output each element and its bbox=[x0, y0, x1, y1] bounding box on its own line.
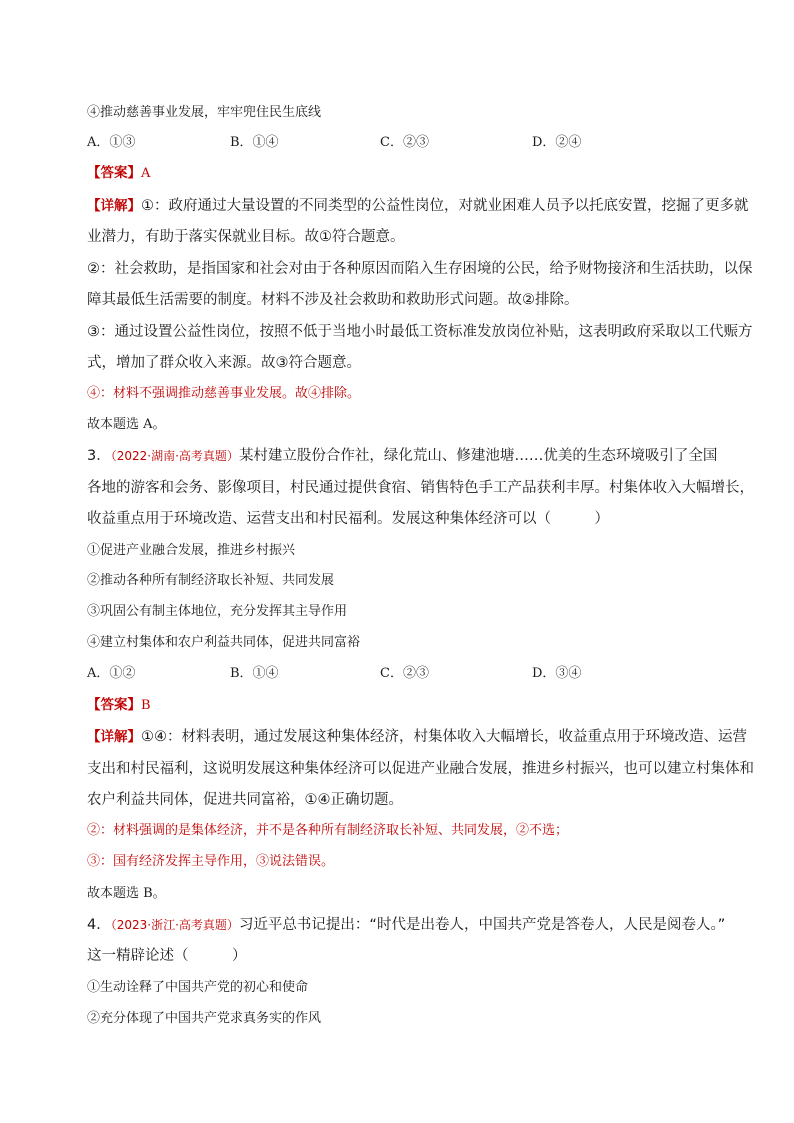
q3-option-4: ④建立村集体和农户利益共同体，促进共同富裕 bbox=[87, 635, 361, 650]
q2-choice-c: C．②③ bbox=[380, 135, 429, 150]
q2-explain-line-6: 式，增加了群众收入来源。故③符合题意。 bbox=[87, 355, 361, 371]
q3-source-close: ） bbox=[226, 449, 239, 463]
q2-choice-b: B．①④ bbox=[230, 135, 279, 150]
q4-source-year: （2023 bbox=[110, 918, 148, 932]
q3-stem-text: 某村建立股份合作社，绿化荒山、修建池塘……优美的生态环境吸引了全国 bbox=[238, 448, 718, 464]
q2-explain-line-5: ③：通过设置公益性岗位，按照不低于当地小时最低工资标准发放岗位补贴，这表明政府采取以工代赈方 bbox=[87, 324, 753, 340]
q3-source: ·湖南·高考真题 bbox=[147, 449, 227, 463]
q4-option-1: ①生动诠释了中国共产党的初心和使命 bbox=[87, 980, 309, 995]
q2-explain-line-4: 障其最低生活需要的制度。材料不涉及社会救助和救助形式问题。故②排除。 bbox=[87, 292, 579, 308]
q3-option-1: ①促进产业融合发展，推进乡村振兴 bbox=[87, 543, 296, 558]
q3-option-3: ③巩固公有制主体地位，充分发挥其主导作用 bbox=[87, 604, 348, 619]
q2-answer bbox=[87, 164, 150, 183]
q4-number: 4． bbox=[87, 917, 111, 933]
q3-number: 3． bbox=[87, 448, 111, 464]
q3-choice-d: D．③④ bbox=[532, 666, 582, 681]
q3-stem-line-2: 各地的游客和会务、影像项目，村民通过提供食宿、销售特色手工产品获利丰厚。村集体收入大幅增长， bbox=[87, 480, 754, 496]
answer-tag: 【答案】 bbox=[87, 697, 141, 713]
q2-choice-d: D．②④ bbox=[532, 135, 582, 150]
answer-value: A bbox=[141, 166, 151, 181]
q2-choice-a: A．①③ bbox=[87, 135, 136, 150]
q3-option-2: ②推动各种所有制经济取长补短、共同发展 bbox=[87, 573, 335, 588]
q3-explain-line-3: 农户利益共同体，促进共同富裕，①④正确切题。 bbox=[87, 792, 403, 808]
q2-explain-line-7: ④：材料不强调推动慈善事业发展。故④排除。 bbox=[87, 386, 361, 401]
explain-tag: 【详解】 bbox=[87, 729, 141, 745]
q3-explain-line-5: ③：国有经济发挥主导作用，③说法错误。 bbox=[87, 854, 335, 869]
q3-conclusion: 故本题选 B。 bbox=[87, 886, 166, 901]
q2-explain-line-2: 业潜力，有助于落实保就业目标。故①符合题意。 bbox=[87, 229, 405, 245]
q4-stem-line-2: 这一精辟论述（ ） bbox=[87, 948, 247, 964]
q4-option-2: ②充分体现了中国共产党求真务实的作风 bbox=[87, 1011, 322, 1026]
explain-text: ①④：材料表明，通过发展这种集体经济，村集体收入大幅增长，收益重点用于环境改造、运营 bbox=[141, 729, 747, 745]
q4-stem-line-1 bbox=[87, 915, 725, 935]
q4-source: ·浙江·高考真题 bbox=[147, 918, 227, 932]
explain-tag: 【详解】 bbox=[87, 198, 141, 214]
q2-explain-line-1 bbox=[87, 196, 749, 216]
answer-value: B bbox=[141, 698, 151, 713]
explain-text: ①：政府通过大量设置的不同类型的公益性岗位，对就业困难人员予以托底安置，挖掘了更多就 bbox=[141, 198, 749, 214]
q2-explain-line-3: ②：社会救助，是指国家和社会对由于各种原因而陷入生存困境的公民，给予财物接济和生活扶助，以保 bbox=[87, 261, 753, 277]
q4-source-close: ） bbox=[226, 918, 239, 932]
q3-source-year: （2022 bbox=[110, 449, 148, 463]
q3-answer bbox=[87, 696, 151, 715]
q3-explain-line-1 bbox=[87, 727, 747, 747]
answer-tag: 【答案】 bbox=[87, 165, 141, 181]
q4-stem-text: 习近平总书记提出：“时代是出卷人，中国共产党是答卷人，人民是阅卷人。” bbox=[238, 917, 726, 933]
q3-stem-line-1 bbox=[87, 446, 717, 466]
q3-explain-line-4: ②：材料强调的是集体经济，并不是各种所有制经济取长补短、共同发展，②不选； bbox=[87, 823, 569, 838]
q3-explain-line-2: 支出和村民福利，这说明发展这种集体经济可以促进产业融合发展，推进乡村振兴，也可以建立村集体和 bbox=[87, 761, 754, 777]
q3-choice-a: A．①② bbox=[87, 666, 136, 681]
q3-choice-c: C．②③ bbox=[380, 666, 429, 681]
q3-choice-b: B．①④ bbox=[230, 666, 279, 681]
q3-stem-line-3: 收益重点用于环境改造、运营支出和村民福利。发展这种集体经济可以（ ） bbox=[87, 511, 609, 527]
q2-option-4: ④推动慈善事业发展，牢牢兜住民生底线 bbox=[87, 105, 322, 120]
q2-conclusion: 故本题选 A。 bbox=[87, 417, 166, 432]
